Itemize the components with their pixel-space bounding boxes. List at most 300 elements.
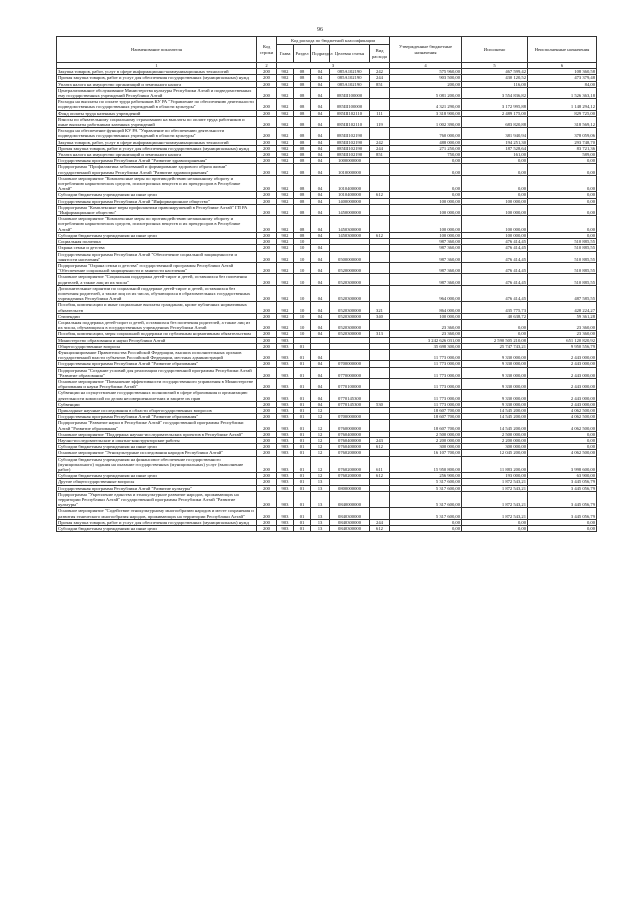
table-row [57,175,597,192]
row-code: 200 [257,128,277,139]
row-podrazdel: 12 [311,473,330,479]
row-executed: 12 045 200,00 [462,450,528,456]
table-row [57,456,597,473]
row-approved: 0,00 [390,175,462,192]
row-vr [370,204,390,215]
row-unexecuted: 829 725,00 [528,110,597,116]
row-approved: 100 000,00 [390,198,462,204]
row-glava: 903 [277,390,294,401]
row-approved: 987 360,00 [390,251,462,262]
row-code: 200 [257,285,277,302]
row-csr: 0700000000 [330,361,370,367]
row-glava: 902 [277,175,294,192]
row-csr: 1400000000 [330,198,370,204]
row-vr: 851 [370,152,390,158]
row-executed: 0,00 [462,526,528,532]
row-podrazdel: 04 [311,81,330,87]
row-code: 200 [257,414,277,420]
row-glava: 902 [277,216,294,233]
row-code: 200 [257,110,277,116]
row-csr: 0700000000 [330,414,370,420]
row-podrazdel: 04 [311,110,330,116]
row-podrazdel: 12 [311,420,330,431]
row-executed: 0,00 [462,192,528,198]
table-row [57,491,597,508]
row-csr: 1000000000 [330,158,370,164]
row-approved: 18 607 700,00 [390,414,462,420]
row-unexecuted: 108 360,58 [528,69,597,75]
row-vr: 611 [370,456,390,473]
row-executed: 1 872 543,21 [462,485,528,491]
row-code: 200 [257,274,277,285]
row-unexecuted: 0,00 [528,438,597,444]
row-glava: 903 [277,420,294,431]
row-unexecuted: 59 361,28 [528,313,597,319]
row-executed: 116,00 [462,81,528,87]
row-unexecuted: 9 950 556,79 [528,343,597,349]
row-csr: 1010400000 [330,192,370,198]
row-glava: 902 [277,245,294,251]
table-row [57,116,597,127]
row-unexecuted: 3 445 056,79 [528,508,597,519]
table-row [57,262,597,273]
row-podrazdel: 04 [311,99,330,110]
row-unexecuted: 589,00 [528,152,597,158]
row-razdel: 08 [294,99,311,110]
row-approved: 3 242 626 031,00 [390,337,462,343]
row-podrazdel: 04 [311,87,330,98]
row-code: 200 [257,232,277,238]
row-csr: 0520300000 [330,274,370,285]
row-razdel: 08 [294,175,311,192]
row-approved: 987 360,00 [390,262,462,273]
row-glava: 902 [277,313,294,319]
row-unexecuted: 2 443 000,00 [528,401,597,407]
row-razdel: 10 [294,302,311,313]
row-glava: 903 [277,431,294,437]
row-name: Основное мероприятие "Повышение эффективности государственного управления в Министерстве образования и науки Республики Алтай" [57,378,257,389]
row-code: 200 [257,367,277,378]
row-executed: 9 330 000,00 [462,349,528,360]
row-unexecuted: 510 885,55 [528,245,597,251]
row-glava: 902 [277,331,294,337]
row-csr: 0840300000 [330,526,370,532]
row-razdel: 08 [294,204,311,215]
row-approved: 11 773 000,00 [390,361,462,367]
row-executed: 100 000,00 [462,232,528,238]
row-razdel: 01 [294,361,311,367]
row-code: 200 [257,145,277,151]
row-code: 200 [257,444,277,450]
row-code: 200 [257,175,277,192]
row-code: 200 [257,251,277,262]
row-approved: 2 500 000,00 [390,431,462,437]
row-razdel: 01 [294,491,311,508]
row-razdel: 01 [294,485,311,491]
row-glava: 903 [277,456,294,473]
row-vr: 851 [370,81,390,87]
row-executed: 0,00 [462,158,528,164]
page-number: 96 [317,27,323,33]
row-name: Прочая закупка товаров, работ и услуг для обеспечения государственных (муниципальных) нужд [57,145,257,151]
row-glava: 903 [277,349,294,360]
row-code: 200 [257,390,277,401]
row-vr: 530 [370,401,390,407]
row-approved: 1 002 390,00 [390,116,462,127]
row-csr: 0760200000 [330,450,370,456]
row-name: Государственная программа Республики Алтай "Развитие образования" [57,414,257,420]
row-unexecuted: 3 998 600,00 [528,456,597,473]
row-executed: 9 330 000,00 [462,401,528,407]
row-executed: 476 414,45 [462,251,528,262]
row-csr: 085Ш102110 [330,110,370,116]
row-glava: 902 [277,116,294,127]
row-name: Общегосударственные вопросы [57,343,257,349]
row-podrazdel: 04 [311,75,330,81]
row-approved: 11 773 000,00 [390,367,462,378]
row-approved: 100 000,00 [390,216,462,233]
row-razdel: 01 [294,343,311,349]
row-vr [370,251,390,262]
row-glava: 902 [277,81,294,87]
row-unexecuted: 23 360,00 [528,331,597,337]
row-razdel: 01 [294,407,311,413]
row-approved: 5 317 600,00 [390,508,462,519]
row-approved: 100 000,00 [390,232,462,238]
row-podrazdel: 04 [311,198,330,204]
table-row [57,526,597,532]
row-vr [370,420,390,431]
row-name: Дополнительные гарантии по социальной поддержке детей-сирот и детей, оставшихся без попечения родителей, а также лиц из их числа, обучающихся в образовательных государственных учреждениях Республики Алтай [57,285,257,302]
row-name: Основное мероприятие "Комплексные меры по противодействию незаконному обороту и потреблению наркотических средств, психотропных веществ и их прекурсоров в Республике Алтай" [57,216,257,233]
row-podrazdel: 04 [311,285,330,302]
row-code: 200 [257,192,277,198]
row-vr: 612 [370,444,390,450]
table-row [57,390,597,401]
row-podrazdel: 04 [311,361,330,367]
row-razdel: 01 [294,401,311,407]
row-name: Расходы на выплаты по оплате труда работников КУ РА "Управление по обеспечению деятельности подведомственных государственных учреждений в области культуры" [57,99,257,110]
row-approved: 4 321 290,00 [390,99,462,110]
row-razdel: 08 [294,87,311,98]
row-glava: 902 [277,285,294,302]
row-name: Основное мероприятие "Этнокультурные исследования народов Республики Алтай" [57,450,257,456]
row-executed: 476 414,45 [462,262,528,273]
row-name: Субсидии бюджетным учреждениям на иные цели [57,473,257,479]
row-executed: 14 545 200,00 [462,407,528,413]
row-executed: 14 545 200,00 [462,414,528,420]
header-podrazdel: Подраздел [311,45,330,63]
row-glava: 902 [277,87,294,98]
row-glava: 902 [277,164,294,175]
row-unexecuted: 0,00 [528,158,597,164]
row-glava: 902 [277,251,294,262]
row-name: Подпрограмма "Профилактика заболеваний и формирование здорового образа жизни" государственной программы Республики Алтай "Развитие здравоохранения" [57,164,257,175]
row-vr [370,367,390,378]
table-row [57,128,597,139]
row-unexecuted: 83 721,36 [528,145,597,151]
row-approved: 760 000,00 [390,128,462,139]
row-podrazdel: 04 [311,69,330,75]
row-name: Функционирование Правительства Российской Федерации, высших исполнительных органов государственной власти субъектов Российской Федерации, местных администраций [57,349,257,360]
row-csr: 0520300000 [330,331,370,337]
row-glava: 903 [277,473,294,479]
row-unexecuted: 3 445 056,79 [528,479,597,485]
row-unexecuted: 0,00 [528,204,597,215]
row-csr: 0770100000 [330,378,370,389]
row-glava: 903 [277,337,294,343]
row-podrazdel: 13 [311,526,330,532]
row-razdel: 01 [294,378,311,389]
row-podrazdel: 04 [311,158,330,164]
row-csr: 0500000000 [330,251,370,262]
row-unexecuted: 510 885,55 [528,262,597,273]
row-executed: 1 872 543,21 [462,508,528,519]
row-code: 200 [257,431,277,437]
header-unexecuted: Неисполненные назначения [528,37,597,63]
row-podrazdel: 04 [311,367,330,378]
col-number: 4 [390,63,462,69]
row-name: Прикладные научные исследования в области общегосударственных вопросов [57,407,257,413]
row-approved: 0,00 [390,158,462,164]
table-row [57,508,597,519]
row-unexecuted: 0,00 [528,192,597,198]
table-row [57,87,597,98]
row-approved: 11 773 000,00 [390,378,462,389]
table-row [57,204,597,215]
table-row [57,274,597,285]
row-razdel: 10 [294,319,311,330]
row-name: Прочая закупка товаров, работ и услуг для обеспечения государственных (муниципальных) нужд [57,75,257,81]
row-podrazdel: 04 [311,192,330,198]
row-vr [370,175,390,192]
row-unexecuted: 63 900,00 [528,473,597,479]
row-approved: 987 360,00 [390,239,462,245]
header-executed: Исполнено [462,37,528,63]
row-podrazdel: 13 [311,508,330,519]
row-csr: 1450300000 [330,232,370,238]
row-vr [370,349,390,360]
row-vr [370,285,390,302]
row-razdel: 01 [294,456,311,473]
row-executed: 11 883 200,00 [462,456,528,473]
row-approved: 0,00 [390,526,462,532]
row-name: Стипендии [57,313,257,319]
row-code: 200 [257,116,277,127]
row-csr: 0760200000 [330,473,370,479]
row-csr: 085Ш100000 [330,99,370,110]
row-razdel: 10 [294,274,311,285]
row-unexecuted: 510 885,55 [528,274,597,285]
row-code: 200 [257,401,277,407]
row-executed: 193 000,00 [462,473,528,479]
row-glava: 903 [277,361,294,367]
row-vr [370,99,390,110]
row-executed: 40 638,72 [462,313,528,319]
row-csr: 0840300000 [330,519,370,525]
row-unexecuted: 2 443 000,00 [528,367,597,378]
row-executed: 476 414,45 [462,239,528,245]
row-name: Подпрограмма "Создание условий для реализации государственной программы Республики Алтай "Развитие образования" [57,367,257,378]
table-body [57,69,597,532]
row-unexecuted: 4 062 500,00 [528,420,597,431]
row-glava: 903 [277,367,294,378]
row-name: Государственная программа Республики Алтай "Развитие образования" [57,361,257,367]
row-glava: 903 [277,491,294,508]
table-row [57,367,597,378]
table-row [57,164,597,175]
row-approved: 11 773 000,00 [390,349,462,360]
row-razdel: 01 [294,367,311,378]
row-glava: 902 [277,204,294,215]
row-code: 200 [257,526,277,532]
row-name: Уплата налога на имущество организаций и земельного налога [57,152,257,158]
row-approved: 0,00 [390,164,462,175]
row-glava: 903 [277,378,294,389]
row-glava: 902 [277,319,294,330]
row-executed: 0,00 [462,519,528,525]
row-unexecuted: 0,00 [528,526,597,532]
row-razdel: 01 [294,414,311,420]
row-approved: 987 360,00 [390,274,462,285]
row-executed: 0,00 [462,331,528,337]
row-code: 200 [257,69,277,75]
row-csr: 085А102190 [330,75,370,81]
row-name: Основное мероприятие "Социальная поддержка детей-сирот и детей, оставшихся без попечения родителей, а также лиц из их числа" [57,274,257,285]
row-razdel: 10 [294,262,311,273]
row-name: Уплата налога на имущество организаций и земельного налога [57,81,257,87]
row-razdel: 08 [294,216,311,233]
row-vr [370,390,390,401]
row-name: Фонд оплаты труда казенных учреждений [57,110,257,116]
row-unexecuted: 378 059,06 [528,128,597,139]
row-name: Государственная программа Республики Алтай "Развитие здравоохранения" [57,158,257,164]
row-executed: 1 872 543,21 [462,479,528,485]
row-approved: 16 107 700,00 [390,450,462,456]
row-glava: 902 [277,152,294,158]
row-podrazdel: 12 [311,456,330,473]
row-razdel: 10 [294,245,311,251]
row-podrazdel: 12 [311,444,330,450]
row-approved: 100 000,00 [390,204,462,215]
row-razdel: 08 [294,192,311,198]
row-approved: 23 360,00 [390,331,462,337]
row-glava: 903 [277,519,294,525]
row-podrazdel: 04 [311,128,330,139]
row-razdel: 01 [294,473,311,479]
table-row [57,420,597,431]
row-code: 200 [257,239,277,245]
row-code: 200 [257,361,277,367]
row-vr: 313 [370,331,390,337]
row-executed: 467 599,42 [462,69,528,75]
row-unexecuted: 1 148 294,12 [528,99,597,110]
row-csr: 1010000000 [330,164,370,175]
row-name: Государственная программа Республики Алтай "Информационное общество" [57,198,257,204]
row-unexecuted: 0,00 [528,164,597,175]
row-code: 200 [257,81,277,87]
row-unexecuted: 473 379,48 [528,75,597,81]
row-unexecuted: 2 443 000,00 [528,378,597,389]
row-vr [370,87,390,98]
row-name: Основное мероприятие "Содействие этнокультурному многообразию народов и месте сохранения и развития этнического многообразия народов, проживающих на территории Республики Алтай" [57,508,257,519]
row-code: 200 [257,450,277,456]
row-unexecuted: 2 443 000,00 [528,390,597,401]
row-podrazdel: 12 [311,431,330,437]
row-name: Подпрограмма "Охрана семьи и детства" государственной программы Республики Алтай "Обеспечение социальной защищенности и занятости населения" [57,262,257,273]
row-podrazdel: 04 [311,302,330,313]
row-code: 200 [257,407,277,413]
row-approved: 11 773 000,00 [390,390,462,401]
row-razdel: 10 [294,251,311,262]
row-csr: 0760000000 [330,420,370,431]
row-executed: 100 000,00 [462,198,528,204]
row-csr: 085Ш102190 [330,152,370,158]
row-glava: 902 [277,239,294,245]
row-unexecuted: 0,00 [528,232,597,238]
row-executed: 14 545 200,00 [462,420,528,431]
row-vr [370,378,390,389]
row-glava: 902 [277,139,294,145]
row-razdel: 10 [294,239,311,245]
row-name: Централизованное обслуживание Министерства культуры Республики Алтай и подведомственных ему государственных учреждений Республики Алтай [57,87,257,98]
row-vr [370,128,390,139]
row-csr: 0770145300 [330,401,370,407]
row-podrazdel: 04 [311,262,330,273]
row-code: 200 [257,313,277,319]
row-glava: 903 [277,343,294,349]
row-name: Государственная программа Республики Алтай "Развитие культуры" [57,485,257,491]
row-glava: 902 [277,232,294,238]
row-approved: 575 960,00 [390,69,462,75]
row-podrazdel: 04 [311,116,330,127]
row-podrazdel: 13 [311,485,330,491]
row-executed: 187 528,64 [462,145,528,151]
row-podrazdel: 13 [311,519,330,525]
row-code: 200 [257,456,277,473]
row-name: Подпрограмма "Укрепление единства и этнокультурное развитие народов, проживающих на территории Республики Алтай" государственной программы Республики Алтай "Развитие культуры" [57,491,257,508]
row-code: 200 [257,204,277,215]
row-code: 200 [257,262,277,273]
row-razdel: 08 [294,232,311,238]
row-name: Другие общегосударственные вопросы [57,479,257,485]
row-glava: 902 [277,99,294,110]
row-razdel: 01 [294,444,311,450]
row-executed: 3 172 995,88 [462,99,528,110]
row-name: Основное мероприятие "Поддержка научно-исследовательских проектов в Республике Алтай" [57,431,257,437]
row-podrazdel: 13 [311,479,330,485]
row-vr: 612 [370,232,390,238]
row-vr [370,262,390,273]
row-csr: 0520300000 [330,319,370,330]
header-glava: Глава [277,45,294,63]
row-name: Закупка товаров, работ, услуг в сфере информационно-коммуникационных технологий [57,139,257,145]
table-row [57,378,597,389]
row-csr: 0770145300 [330,390,370,401]
row-unexecuted: 510 885,55 [528,251,597,262]
row-unexecuted: 651 120 820,92 [528,337,597,343]
row-name: Министерство образования и науки Республики Алтай [57,337,257,343]
row-executed: 100 000,00 [462,216,528,233]
row-razdel: 08 [294,81,311,87]
row-csr: 085Ш102190 [330,145,370,151]
col-number: 2 [257,63,277,69]
row-unexecuted: 0,00 [528,216,597,233]
row-csr: 085Ш102190 [330,139,370,145]
row-csr: 085Ш102190 [330,128,370,139]
row-vr: 242 [370,139,390,145]
row-approved: 488 000,00 [390,139,462,145]
